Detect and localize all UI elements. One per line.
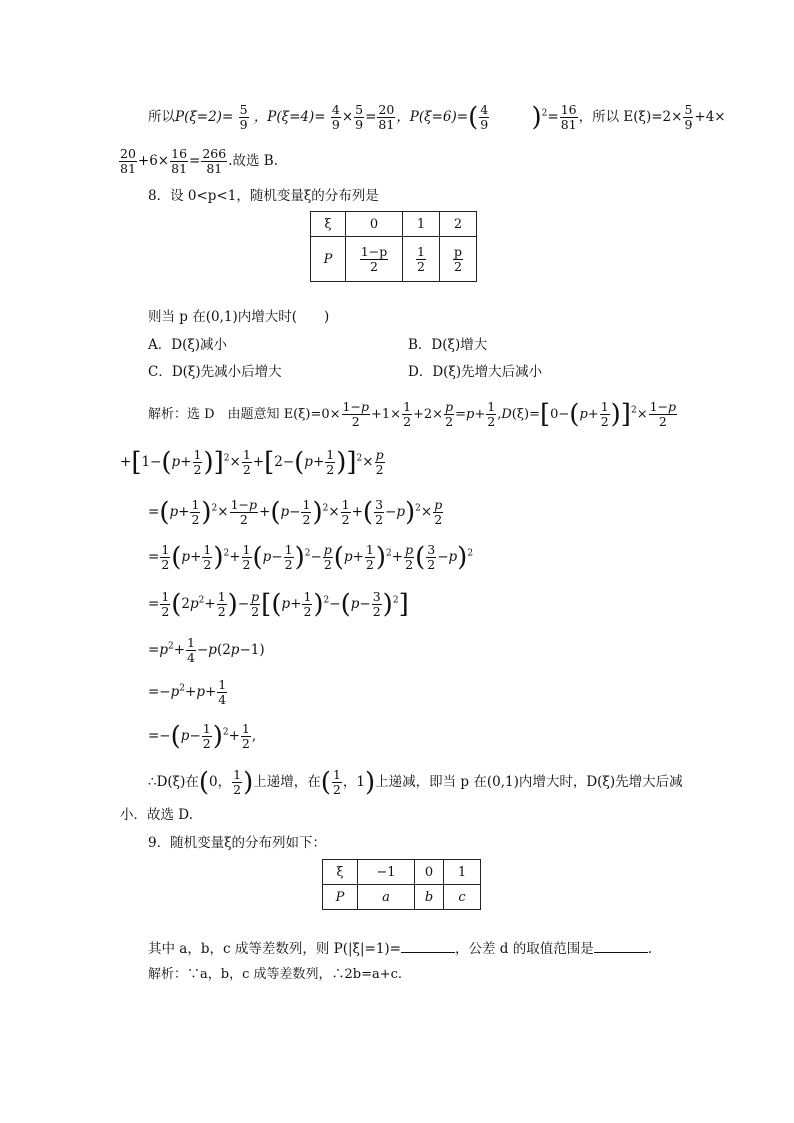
q8-option-c: C．D(ξ)先减小后增大 — [148, 364, 282, 380]
q9-stem: 9．随机变量ξ的分布列如下： — [148, 835, 327, 851]
q9-row-label: P — [323, 885, 358, 910]
q9-header-xi: ξ — [323, 860, 358, 885]
q8-header-1: 1 — [403, 212, 440, 237]
p7-line1: 所以P(ξ=2)= $\frac{5}{9}$ ，P(ξ=4)= $\frac{4}{9}$ × $\frac{5}{9}$ = $\frac{20}{81}$ ，P(ξ=6)=( $\frac{4}{9}$ )$^2$= $\frac{16}{81}$ ，所以 E(ξ)=2× $\frac{5}{9}$ +4× — [148, 102, 726, 133]
q8-header-0: 0 — [346, 212, 403, 237]
q9-header-neg1: −1 — [358, 860, 415, 885]
q9-solution: 解析：∵a，b，c 成等差数列，∴2b=a+c. — [148, 967, 403, 982]
q8-distribution-table — [310, 211, 477, 282]
q8-option-d: D．D(ξ)先增大后减小 — [408, 364, 543, 380]
q9-cell-a: a — [358, 885, 415, 910]
p7-line2: $\frac{20}{81}$ +6× $\frac{16}{81}$ = $\frac{266}{81}$ .故选 B. — [120, 146, 278, 176]
q8-option-a: A．D(ξ)减小 — [148, 337, 228, 353]
answer-blank-1[interactable] — [401, 952, 455, 953]
sol8-line1: 解析：选 D 由题意知 E(ξ)=0× $\frac{1-p}{2}$ +1× $\frac{1}{2}$ +2× $\frac{p}{2}$ =p+ $\frac{1}{2}$ ,D(ξ)=[0−(p+ $\frac{1}{2}$ )]$^2$× $\frac{1-p}{2}$ — [148, 399, 677, 430]
q8-row-label: P — [311, 237, 346, 282]
q9-cell-b: b — [415, 885, 444, 910]
sol8-line3: =(p+ $\frac{1}{2}$ )$^2$× $\frac{1-p}{2}$ +(p− $\frac{1}{2}$ )$^2$× $\frac{1}{2}$ +( $\frac{3}{2}$ −p)$^2$× $\frac{p}{2}$ — [148, 497, 443, 528]
q8-ask: 则当 p 在(0,1)内增大时( ) — [148, 309, 330, 325]
sol8-line5: = $\frac{1}{2}$ ($2p^2+$ $\frac{1}{2}$ )− $\frac{p}{2}$ [(p+ $\frac{1}{2}$ )$^2$−(p− $\frac{3}{2}$ )$^2$] — [148, 589, 409, 620]
sol8-line2: +[1−(p+ $\frac{1}{2}$ )]$^2$× $\frac{1}{2}$ +[2−(p+ $\frac{1}{2}$ )]$^2$× $\frac{p}{2}$ — [120, 447, 384, 478]
sol8-line4: = $\frac{1}{2}$ (p+ $\frac{1}{2}$ )$^2$+ $\frac{1}{2}$ (p− $\frac{1}{2}$ )$^2$− $\frac{p}{2}$ (p+ $\frac{1}{2}$ )$^2$+ $\frac{p}{2}$ ( $\frac{3}{2}$ −p)$^2$ — [148, 542, 474, 573]
q8-cell-2: $\frac{p}{2}$ — [440, 237, 477, 282]
q9-cell-c: c — [444, 885, 481, 910]
q9-header-1: 1 — [444, 860, 481, 885]
q8-header-2: 2 — [440, 212, 477, 237]
q8-cell-1: $\frac{1}{2}$ — [403, 237, 440, 282]
q8-cell-0: $\frac{1-p}{2}$ — [346, 237, 403, 282]
sol8-end: 小．故选 D. — [120, 807, 193, 823]
q8-header-xi: ξ — [311, 212, 346, 237]
q8-stem: 8．设 0<p<1，随机变量ξ的分布列是 — [148, 188, 379, 204]
sol8-line8: =−(p− $\frac{1}{2}$ )$^2$+ $\frac{1}{2}$ , — [148, 721, 257, 752]
q8-option-b: B．D(ξ)增大 — [408, 337, 488, 353]
q9-distribution-table — [322, 859, 481, 910]
sol8-line7: $=-p^2+p+$ $\frac{1}{4}$ — [148, 677, 227, 707]
q9-header-0: 0 — [415, 860, 444, 885]
sol8-monotonic: ∴D(ξ)在(0， $\frac{1}{2}$ )上递增，在( $\frac{1}{2}$ ，1)上递减，即当 p 在(0,1)内增大时，D(ξ)先增大后减 — [148, 767, 683, 798]
sol8-line6: $=p^2+$ $\frac{1}{4}$ −p(2p−1) — [148, 635, 265, 665]
answer-blank-2[interactable] — [594, 952, 648, 953]
q9-question: 其中 a，b，c 成等差数列，则 P(|ξ|=1)= ，公差 d 的取值范围是 . — [148, 941, 653, 957]
